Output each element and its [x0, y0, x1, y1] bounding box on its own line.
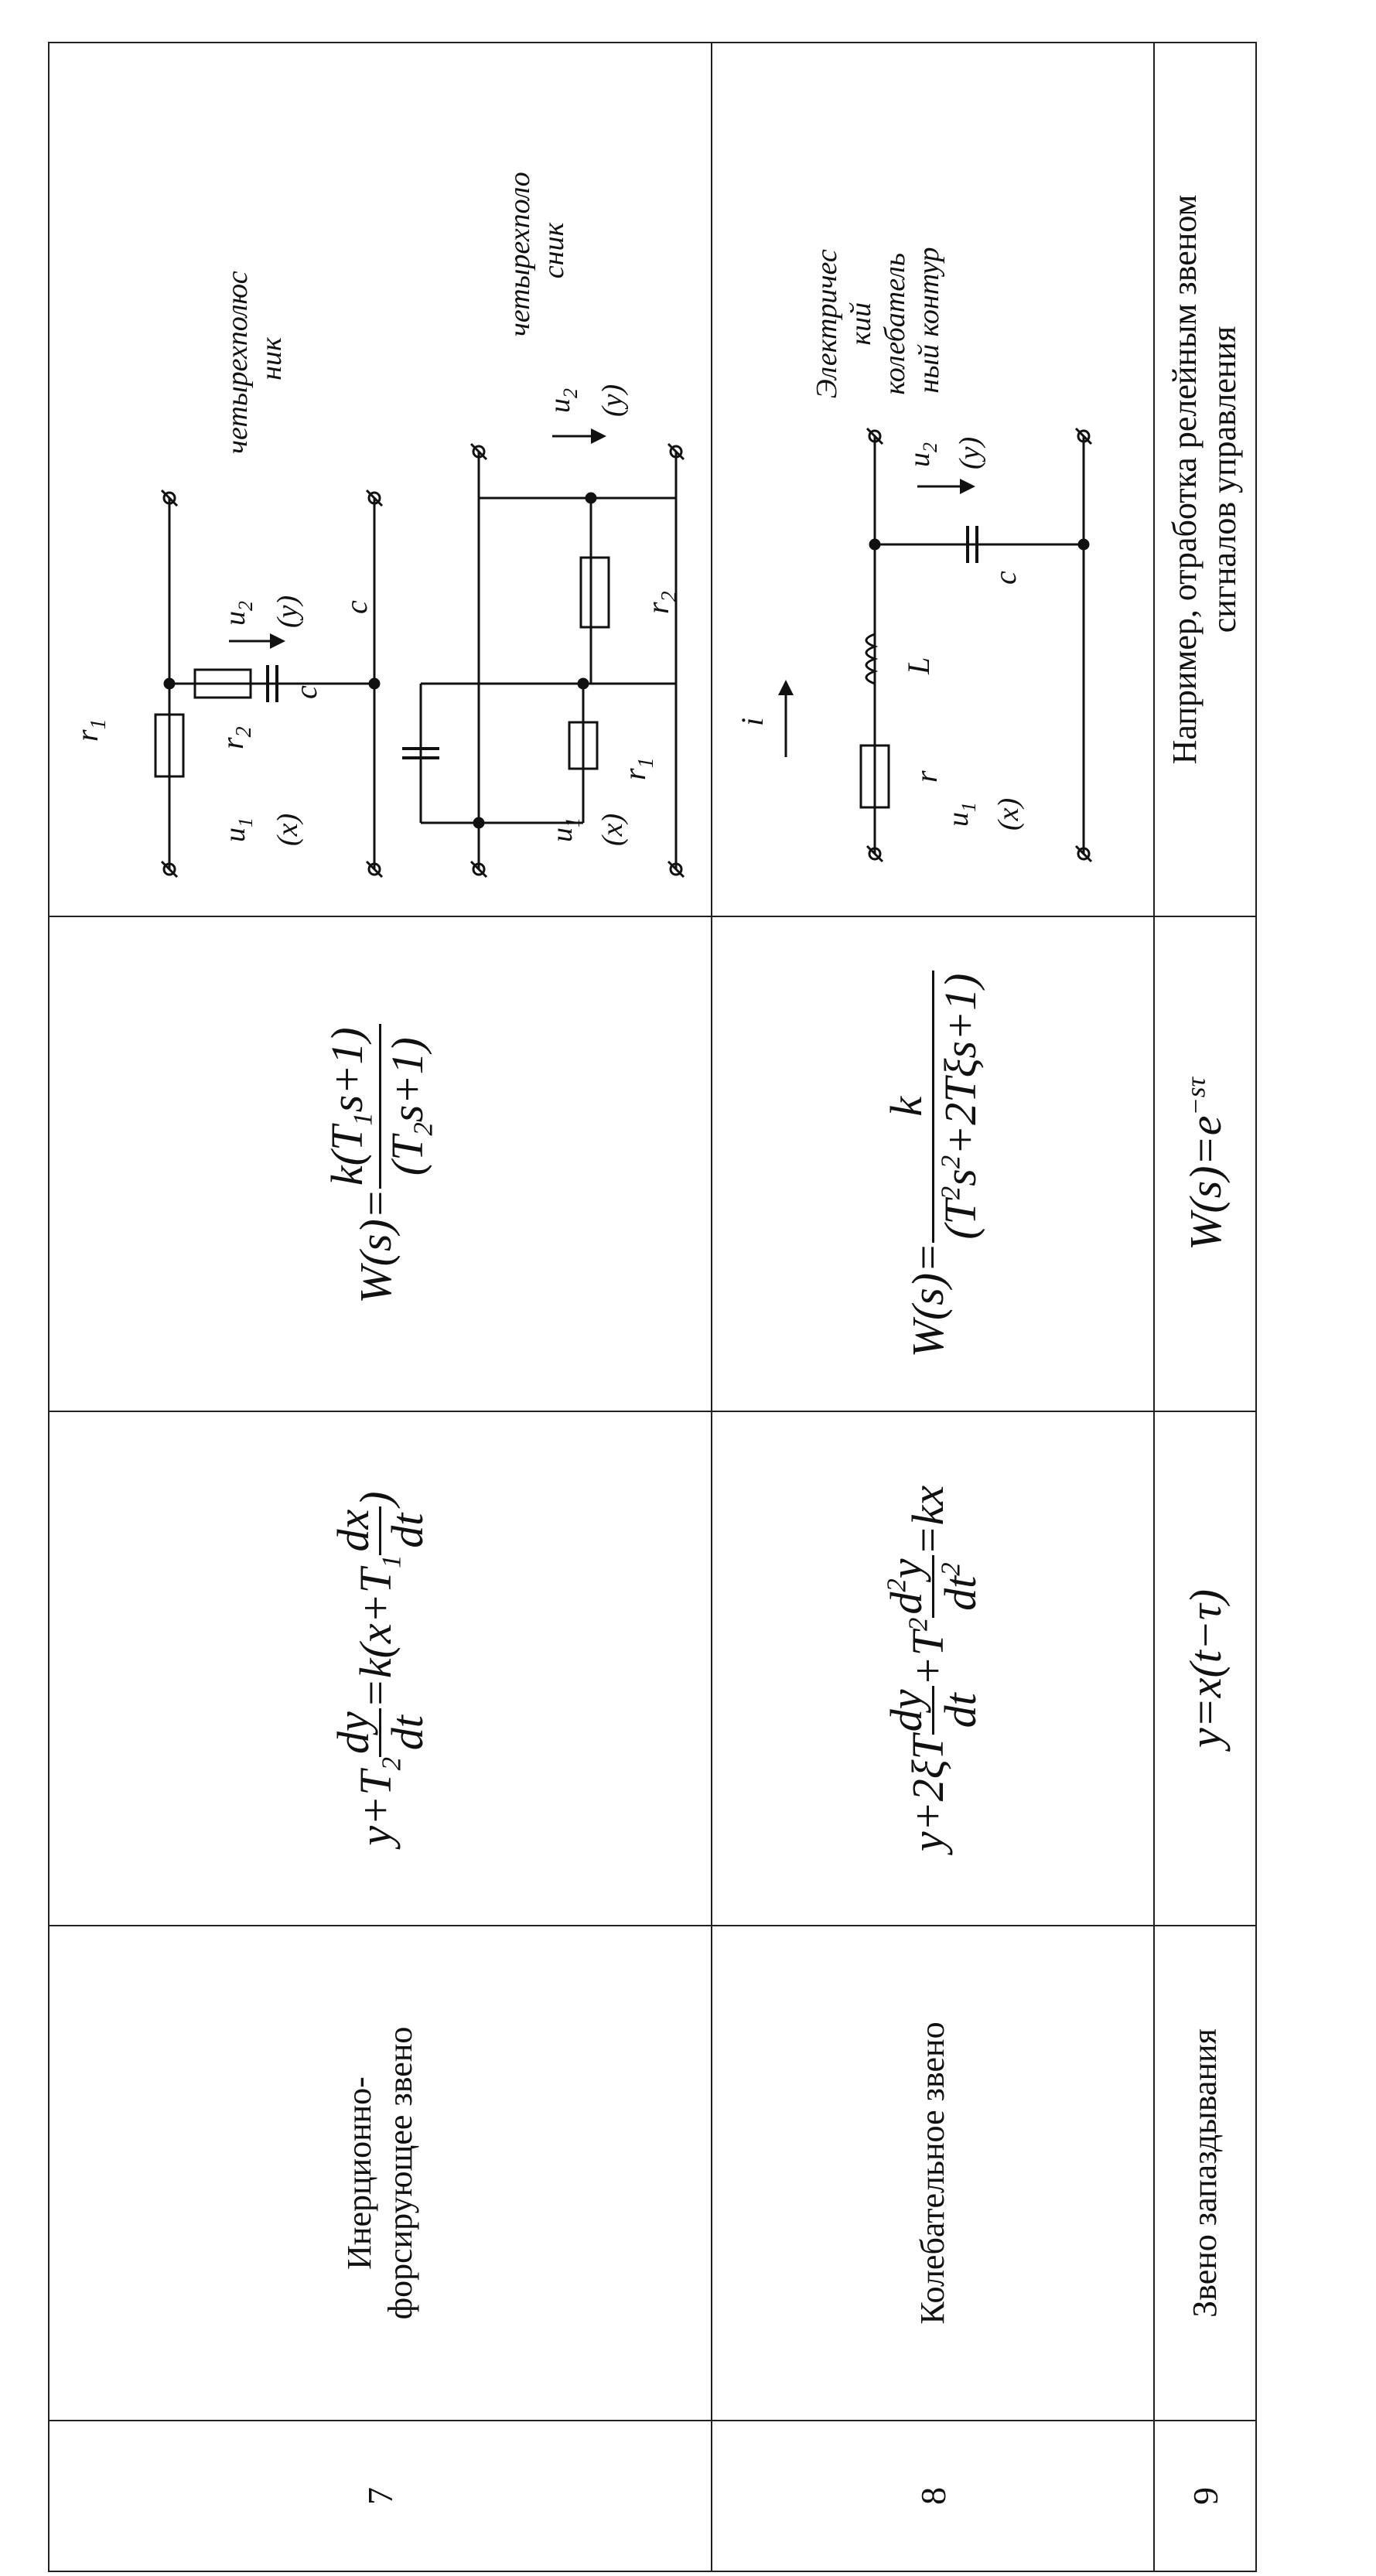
differential-equation-cell [712, 1411, 1154, 1926]
differential-equation-cell [49, 1411, 712, 1926]
table-row [1154, 43, 1256, 2571]
label-c: c [988, 571, 1023, 585]
label-u2: $u_2$ [219, 601, 257, 626]
name-line: Инерционно- [340, 2076, 378, 2270]
label-u1: $u_1$ [219, 817, 257, 842]
label-u2: $u_2$ [544, 388, 582, 413]
note-line: сигналов управления [1205, 326, 1243, 633]
example-note [1154, 43, 1256, 916]
label-y: (y) [271, 595, 304, 628]
label-c: c [289, 685, 323, 699]
terminal [471, 862, 487, 877]
terminal [668, 862, 684, 877]
terminal [162, 490, 177, 506]
circuit-a-caption: четырехполюс ник [221, 271, 288, 455]
terminal [162, 862, 177, 877]
label-y: (y) [954, 436, 986, 469]
row-number: 8 [712, 2421, 1154, 2571]
row-number: 9 [1154, 2421, 1256, 2571]
circuit-b [339, 165, 684, 877]
label-u1: $u_1$ [546, 817, 584, 842]
terminal [367, 490, 382, 506]
differential-equation: y+2ξT dy dt $+T^2$ $d^2y$ $dt^2$ =kx [880, 1485, 985, 1852]
terminal [1076, 428, 1091, 444]
circuit-cell [49, 43, 712, 916]
note-line: Например, отработка релейным звеном [1166, 194, 1204, 765]
label-i: i [735, 717, 770, 726]
transfer-function: $W(s)=e^{-s\tau}$ [1180, 1077, 1231, 1250]
table-row [712, 43, 1154, 2571]
name-line: форсирующее звено [381, 2026, 419, 2320]
terminal [867, 428, 883, 444]
label-u1: $u_1$ [942, 802, 980, 827]
row-number: 7 [49, 2421, 712, 2571]
label-r2: $r_2$ [640, 591, 681, 614]
circuit-a [70, 264, 382, 877]
link-name: Колебательное звено [712, 1926, 1154, 2421]
differential-equation: y=x(t−τ) [1180, 1588, 1231, 1749]
label-y: (y) [596, 384, 629, 417]
terminal [1076, 846, 1091, 862]
oscillatory-circuit [735, 242, 1091, 862]
label-x: (x) [992, 797, 1025, 831]
differential-equation: $y+T_2$ dy dt $=k(x+T_1$ dx dt ) [328, 1491, 432, 1846]
label-x: (x) [596, 813, 629, 846]
differential-equation-cell [1154, 1411, 1256, 1926]
link-name [49, 1926, 712, 2421]
circuit-b-caption: четырехполо сник [504, 172, 570, 337]
table-row [49, 43, 712, 2571]
terminal [367, 862, 382, 877]
label-u2: $u_2$ [903, 442, 941, 467]
transfer-function-cell [1154, 916, 1256, 1411]
label-L: L [901, 657, 936, 674]
label-r: r [909, 770, 944, 783]
label-c: c [339, 600, 374, 614]
label-r1: $r_1$ [70, 718, 111, 742]
circuit-caption: Электричес кий колебатель ный контур [811, 247, 945, 399]
transfer-function-cell [49, 916, 712, 1411]
terminal [867, 846, 883, 862]
label-x: (x) [271, 813, 304, 846]
transfer-function: W(s)= k $(T^2s^2+2T\xi s+1)$ [903, 971, 953, 1358]
circuit-diagram [712, 43, 1153, 916]
transfer-function-cell [712, 916, 1154, 1411]
circuit-diagram [50, 43, 711, 916]
link-name: Звено запаздывания [1154, 1926, 1256, 2421]
label-r2: $r_2$ [215, 726, 256, 749]
circuit-cell [712, 43, 1154, 916]
transfer-function: W(s)= $k(T_1s+1)$ $(T_2s+1)$ [350, 1024, 401, 1303]
links-table [48, 42, 1257, 2572]
label-r1: $r_1$ [617, 757, 658, 780]
